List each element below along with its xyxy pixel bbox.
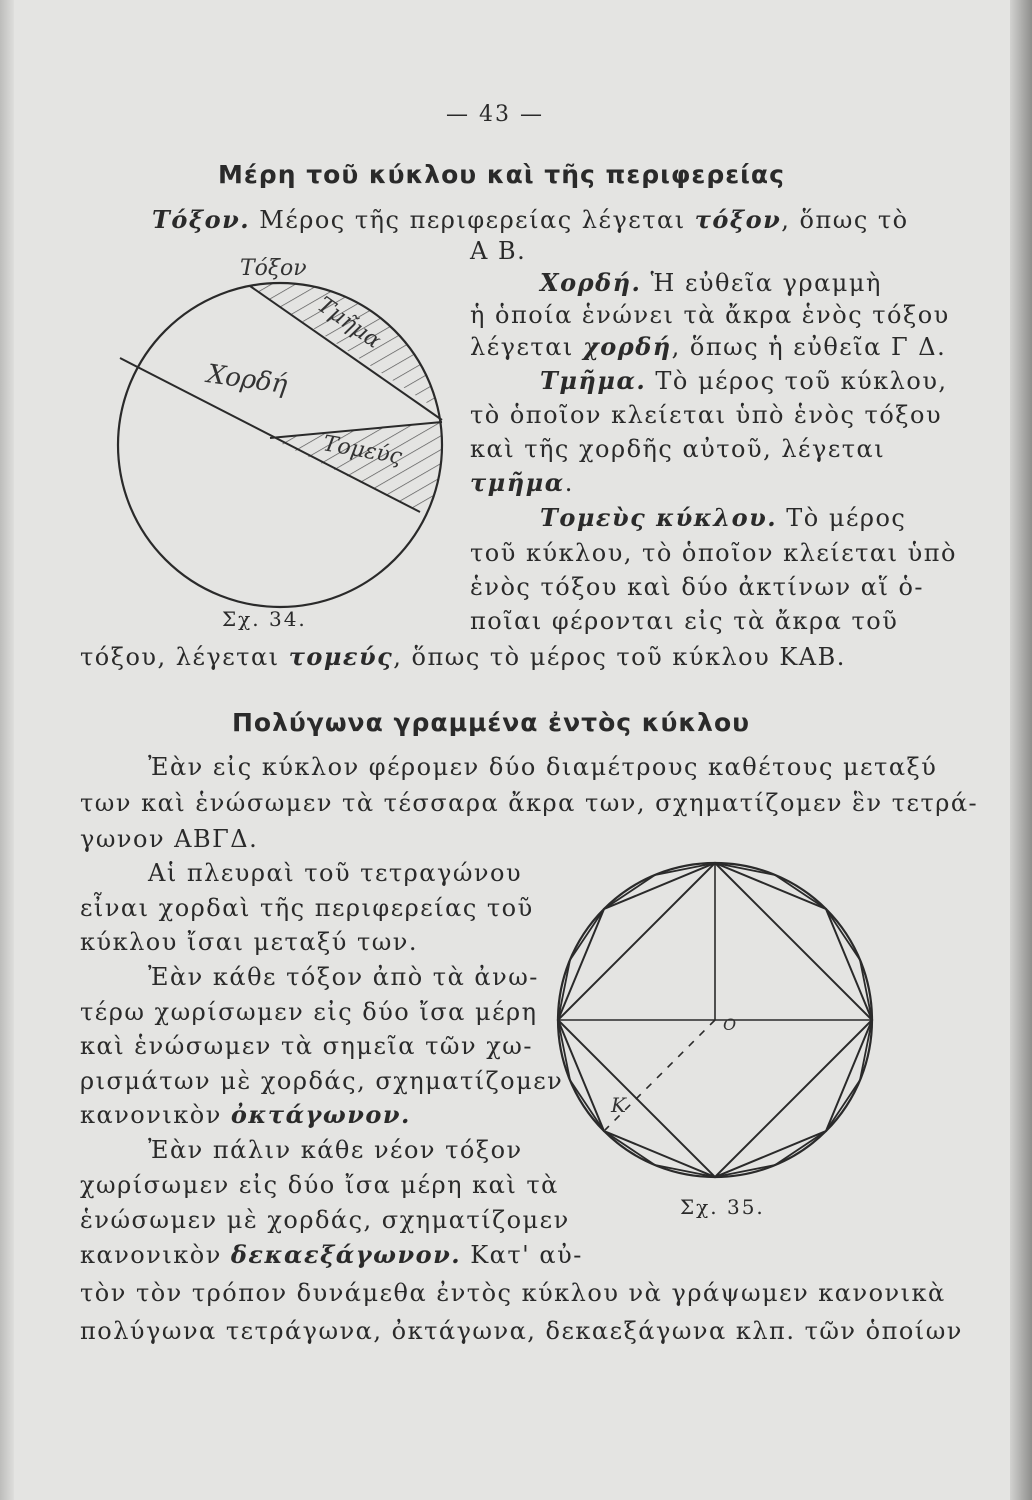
term-hexadecagon: δεκαεξάγωνον. (230, 1240, 462, 1269)
page-number: — 43 — (446, 102, 544, 127)
label-sector: Τομεύς (320, 431, 404, 470)
text-line-sector: Τομεὺς κύκλου. Τὸ μέρος (540, 503, 907, 532)
text-line: Αἱ πλευραὶ τοῦ τετραγώνου (148, 859, 523, 887)
label-center: Ο (723, 1015, 737, 1034)
text-line: κανονικὸν δεκαεξάγωνον. Κατ' αὐ- (80, 1240, 583, 1269)
text-line: τὸ ὁποῖον κλείεται ὑπὸ ἑνὸς τόξου (470, 401, 943, 429)
text-line: λέγεται χορδή, ὅπως ἡ εὐθεῖα Γ Δ. (470, 332, 947, 361)
text-line: τὸν τὸν τρόπον δυνάμεθα ἐντὸς κύκλου νὰ γράψωμεν κανονικὰ (80, 1279, 946, 1307)
page-edge-left (0, 0, 14, 1500)
label-chord: Χορδή (205, 359, 290, 401)
text-line: ποῖαι φέρονται εἰς τὰ ἄκρα τοῦ (470, 607, 899, 635)
text-line: Ἐὰν εἰς κύκλον φέρομεν δύο διαμέτρους καθέτους μεταξύ (148, 753, 938, 781)
text-line: ἡ ὁποία ἑνώνει τὰ ἄκρα ἑνὸς τόξου (470, 301, 950, 329)
label-arc: Τόξον (240, 256, 307, 281)
section-heading-polygons: Πολύγωνα γραμμένα ἐντὸς κύκλου (232, 708, 751, 737)
text-line: Α Β. (470, 237, 527, 265)
label-k: Κ (611, 1093, 626, 1117)
label-segment: Τμῆμα (312, 292, 386, 354)
page-edge-right (1010, 0, 1032, 1500)
term-chord: Χορδή. (540, 268, 642, 297)
text-line-arc: Τόξον. Μέρος τῆς περιφερείας λέγεται τόξον, ὅπως τὸ (152, 205, 909, 234)
text-line-segment: Τμῆμα. Τὸ μέρος τοῦ κύκλου, (540, 366, 948, 395)
text-line: Ἐὰν κάθε τόξον ἀπὸ τὰ ἀνω- (148, 963, 539, 991)
term-octagon: ὀκτάγωνον. (230, 1100, 411, 1129)
text-line: καὶ τῆς χορδῆς αὐτοῦ, λέγεται (470, 435, 886, 463)
text-line: τόξου, λέγεται τομεύς, ὅπως τὸ μέρος τοῦ κύκλου ΚΑΒ. (80, 642, 846, 671)
text-line: Ἐὰν πάλιν κάθε νέον τόξον (148, 1136, 523, 1164)
text-line: τέρω χωρίσωμεν εἰς δύο ἴσα μέρη (80, 998, 538, 1026)
text-line: καὶ ἑνώσωμεν τὰ σημεῖα τῶν χω- (80, 1032, 533, 1060)
figure-34-caption: Σχ. 34. (222, 607, 307, 631)
text-line: εἶναι χορδαὶ τῆς περιφερείας τοῦ (80, 894, 534, 922)
section-heading-circle-parts: Μέρη τοῦ κύκλου καὶ τῆς περιφερείας (218, 160, 785, 189)
text-line: κανονικὸν ὀκτάγωνον. (80, 1100, 411, 1129)
term-segment: Τμῆμα. (540, 366, 647, 395)
text-line: κύκλου ἴσαι μεταξύ των. (80, 928, 419, 956)
text-line: τοῦ κύκλου, τὸ ὁποῖον κλείεται ὑπὸ (470, 539, 957, 567)
term-sector: Τομεὺς κύκλου. (540, 503, 778, 532)
figure-34 (90, 250, 470, 630)
text-line: χωρίσωμεν εἰς δύο ἴσα μέρη καὶ τὰ (80, 1171, 559, 1199)
text-line: γωνον ΑΒΓΔ. (80, 825, 259, 853)
text-line-chord: Χορδή. Ἡ εὐθεῖα γραμμὴ (540, 268, 882, 297)
text-line: ρισμάτων μὲ χορδάς, σχηματίζομεν (80, 1067, 564, 1095)
text-line: ἑνώσωμεν μὲ χορδάς, σχηματίζομεν (80, 1206, 570, 1234)
text-line: πολύγωνα τετράγωνα, ὀκτάγωνα, δεκαεξάγωνα κλπ. τῶν ὁποίων (80, 1317, 963, 1345)
text-line: τμῆμα. (470, 468, 574, 497)
figure-35-caption: Σχ. 35. (680, 1195, 765, 1219)
figure-35 (545, 850, 885, 1190)
text-line: των καὶ ἑνώσωμεν τὰ τέσσαρα ἄκρα των, σχηματίζομεν ἓν τετρά- (80, 789, 979, 817)
term-arc: Τόξον. (152, 205, 251, 234)
text-line: ἑνὸς τόξου καὶ δύο ἀκτίνων αἵ ὁ- (470, 573, 925, 601)
